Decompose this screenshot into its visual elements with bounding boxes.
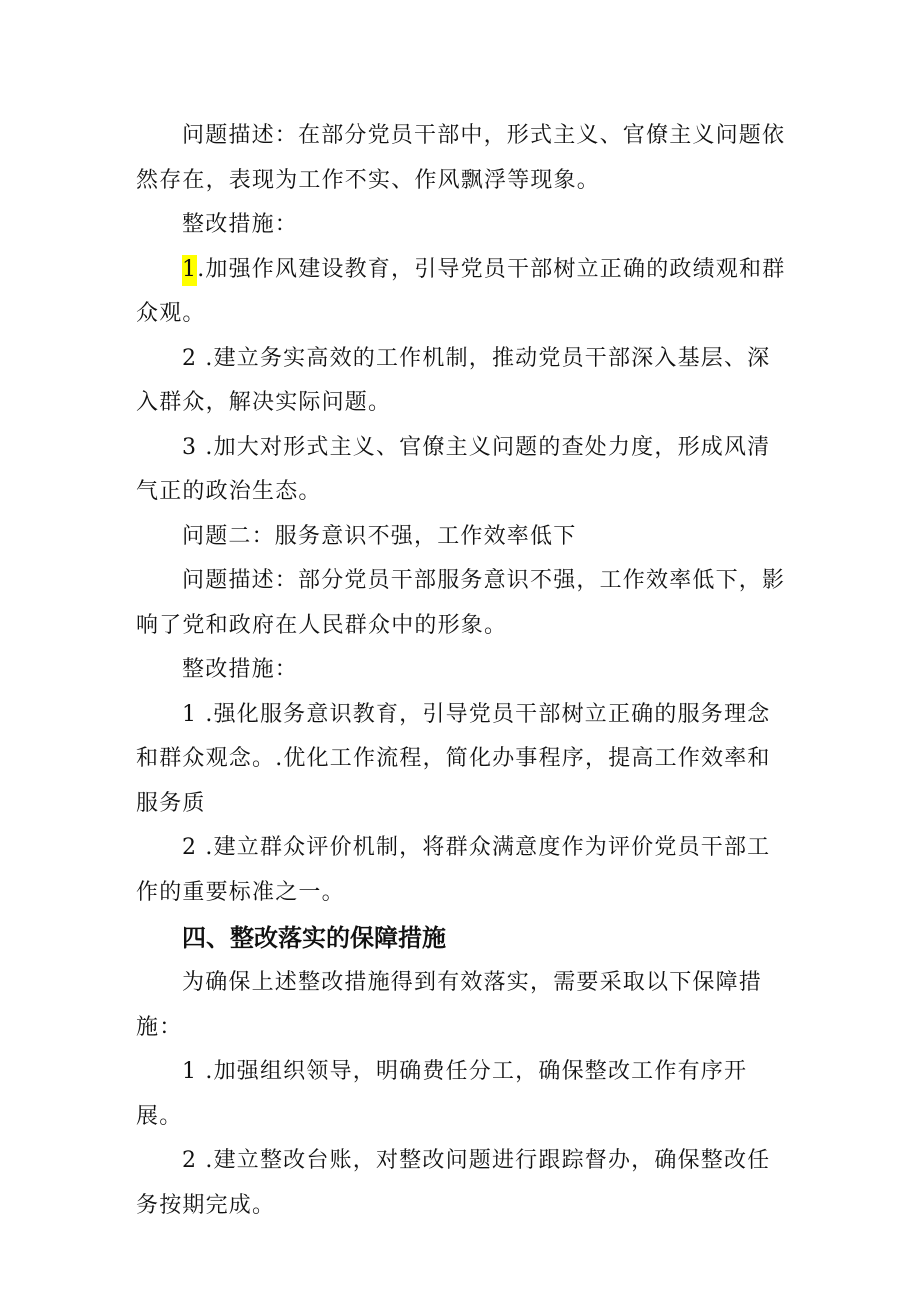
measure-2-1: 1 .强化服务意识教育，引导党员干部树立正确的服务理念和群众观念。.优化工作流程，简化办事程序，提高工作效率和服务质: [136, 701, 771, 816]
measure-1-2: 2 .建立务实高效的工作机制，推动党员干部深入基层、深入群众，解决实际问题。: [136, 345, 771, 415]
problem-two-title: 问题二：服务意识不强，工作效率低下: [182, 523, 577, 549]
document-body: [136, 114, 792, 1228]
guarantee-intro: 为确保上述整改措施得到有效落实，需要采取以下保障措施：: [136, 970, 763, 1040]
guarantee-1: 1 .加强组织领导，明确费任分工，确保整改工作有序开展。: [136, 1059, 748, 1129]
problem-description-1: 问题描述：在部分党员干部中，形式主义、官僚主义问题依然存在，表现为工作不实、作风飘浮等现象。: [136, 123, 786, 193]
highlighted-number: 1: [182, 255, 197, 286]
guarantee-2: 2 .建立整改台账，对整改问题进行跟踪督办，确保整改任务按期完成。: [136, 1148, 771, 1218]
rectification-label-1: 整改措施：: [182, 212, 299, 237]
measure-1-1-text: .加强作风建设教育，引导党员干部树立正确的政绩观和群众观。: [136, 256, 786, 326]
measure-1-3: 3 .加大对形式主义、官僚主义问题的查处力度，形成风清气正的政治生态。: [136, 434, 771, 504]
problem-description-2: 问题描述：部分党员干部服务意识不强，工作效率低下，影响了党和政府在人民群众中的形象。: [136, 568, 786, 638]
rectification-label-2: 整改措施：: [182, 657, 299, 682]
section-heading-four: 四、整改落实的保障措施: [182, 924, 446, 952]
measure-2-2: 2 .建立群众评价机制，将群众满意度作为评价党员干部工作的重要标准之一。: [136, 835, 771, 905]
measure-1-1: [136, 248, 792, 337]
